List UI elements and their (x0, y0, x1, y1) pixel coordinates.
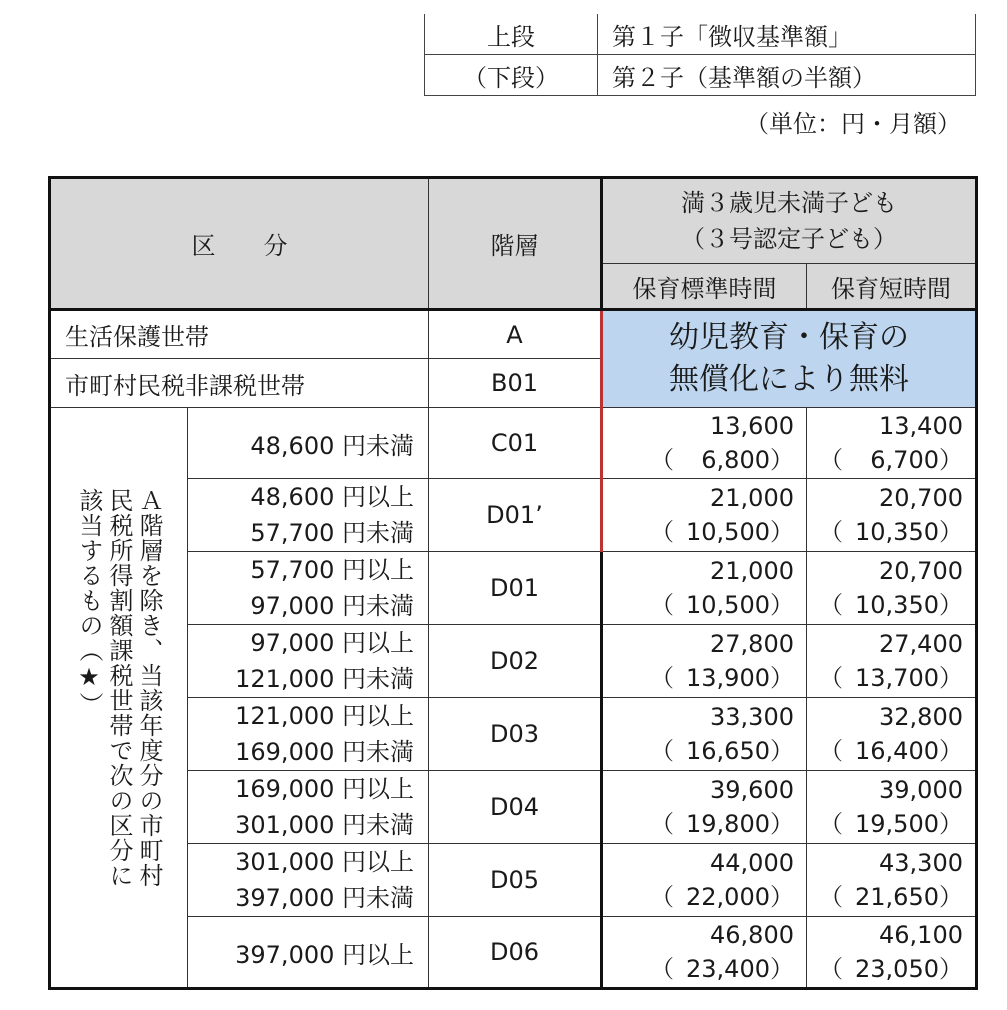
short-fee-half: （ 23,050） (819, 955, 963, 983)
row-range (188, 698, 429, 771)
short-fee-half: （ 10,350） (819, 518, 963, 546)
standard-fee: 27,800 (710, 630, 794, 658)
table-row (50, 310, 977, 359)
short-fee-half: （ 6,700） (819, 446, 963, 474)
row-range-line1: 301,000 円以上 (235, 848, 414, 876)
short-fee: 13,400 (879, 412, 963, 440)
standard-fee: 21,000 (710, 557, 794, 585)
standard-fee-cell (602, 408, 807, 479)
short-fee: 20,700 (879, 484, 963, 512)
short-fee-cell (807, 408, 977, 479)
table-row (50, 844, 977, 917)
row-tier: D02 (429, 625, 602, 698)
short-fee-half: （ 16,400） (819, 737, 963, 765)
row-range-line1: 97,000 円以上 (250, 629, 414, 657)
header-short-time: 保育短時間 (807, 264, 977, 310)
row-tier: D05 (429, 844, 602, 917)
table-row (50, 771, 977, 844)
standard-fee: 21,000 (710, 484, 794, 512)
row-range-line1: 397,000 円以上 (235, 940, 414, 969)
header-age-group (602, 178, 977, 264)
legend-lower-key: （下段） (425, 55, 598, 96)
standard-fee-half: （ 13,900） (650, 664, 794, 692)
row-range-line1: 121,000 円以上 (235, 702, 414, 730)
row-range (188, 844, 429, 917)
header-standard-time: 保育標準時間 (602, 264, 807, 310)
row-range-line2: 97,000 円未満 (250, 592, 414, 620)
fee-table (48, 176, 978, 990)
standard-fee: 44,000 (710, 849, 794, 877)
short-fee: 20,700 (879, 557, 963, 585)
short-fee-cell (807, 771, 977, 844)
header-tier: 階層 (429, 178, 602, 310)
short-fee: 39,000 (879, 776, 963, 804)
table-row (50, 625, 977, 698)
standard-fee-half: （ 16,650） (650, 737, 794, 765)
standard-fee-cell (602, 917, 807, 989)
row-tier: D04 (429, 771, 602, 844)
free-note-line1: 幼児教育・保育の (669, 320, 909, 355)
legend-lower-value: 第２子（基準額の半額） (598, 55, 976, 96)
row-tier: D01’ (429, 479, 602, 552)
standard-fee-cell (602, 479, 807, 552)
standard-fee-half: （ 10,500） (650, 518, 794, 546)
standard-fee: 13,600 (710, 412, 794, 440)
standard-fee-cell (602, 625, 807, 698)
standard-fee-cell (602, 552, 807, 625)
standard-fee-half: （ 10,500） (650, 591, 794, 619)
unit-note: （単位：円・月額） (745, 110, 961, 138)
standard-fee-cell (602, 771, 807, 844)
row-category: 生活保護世帯 (50, 310, 429, 359)
short-fee: 32,800 (879, 703, 963, 731)
row-tier: D01 (429, 552, 602, 625)
row-range-line2: 57,700 円未満 (250, 519, 414, 547)
header-age-group-line1: 満３歳児未満子ども (681, 189, 897, 217)
short-fee-cell (807, 698, 977, 771)
free-note (602, 310, 977, 408)
short-fee-cell (807, 917, 977, 989)
row-tier: B01 (429, 359, 602, 408)
legend-upper-value: 第１子「徴収基準額」 (598, 14, 976, 55)
short-fee-cell (807, 479, 977, 552)
row-tier: D03 (429, 698, 602, 771)
row-category: 市町村民税非課税世帯 (50, 359, 429, 408)
standard-fee-half: （ 22,000） (650, 883, 794, 911)
short-fee: 46,100 (879, 921, 963, 949)
table-row (50, 479, 977, 552)
short-fee-cell (807, 552, 977, 625)
table-row (50, 408, 977, 479)
row-range-line2: 121,000 円未満 (235, 665, 414, 693)
legend-upper-key: 上段 (425, 14, 598, 55)
row-tier: D06 (429, 917, 602, 989)
side-label: Ａ階層を除き、当該年度分の市町村民税所得割額課税世帯で次の区分に該当するもの（★） (75, 487, 163, 888)
short-fee-half: （ 10,350） (819, 591, 963, 619)
short-fee-cell (807, 625, 977, 698)
standard-fee-half: （ 6,800） (650, 446, 794, 474)
row-range (188, 917, 429, 989)
table-row (50, 552, 977, 625)
standard-fee: 33,300 (710, 703, 794, 731)
row-range (188, 479, 429, 552)
side-label-cell (50, 408, 188, 989)
row-tier: C01 (429, 408, 602, 479)
header-category: 区 分 (50, 178, 429, 310)
row-range-line1: 169,000 円以上 (235, 775, 414, 803)
short-fee: 43,300 (879, 849, 963, 877)
row-tier: A (429, 310, 602, 359)
row-range (188, 408, 429, 479)
row-range-line1: 48,600 円未満 (250, 431, 414, 460)
short-fee-cell (807, 844, 977, 917)
legend-table (424, 14, 976, 96)
short-fee-half: （ 21,650） (819, 883, 963, 911)
row-range-line2: 301,000 円未満 (235, 811, 414, 839)
free-note-line2: 無償化により無料 (669, 362, 909, 397)
standard-fee: 39,600 (710, 776, 794, 804)
standard-fee-half: （ 23,400） (650, 955, 794, 983)
short-fee: 27,400 (879, 630, 963, 658)
standard-fee-cell (602, 698, 807, 771)
table-row (50, 698, 977, 771)
standard-fee: 46,800 (710, 921, 794, 949)
short-fee-half: （ 19,500） (819, 810, 963, 838)
row-range (188, 771, 429, 844)
table-row (50, 917, 977, 989)
row-range-line2: 397,000 円未満 (235, 884, 414, 912)
row-range (188, 625, 429, 698)
row-range (188, 552, 429, 625)
row-range-line2: 169,000 円未満 (235, 738, 414, 766)
row-range-line1: 48,600 円以上 (250, 483, 414, 511)
standard-fee-cell (602, 844, 807, 917)
row-range-line1: 57,700 円以上 (250, 556, 414, 584)
standard-fee-half: （ 19,800） (650, 810, 794, 838)
header-age-group-line2: （３号認定子ども） (681, 225, 897, 253)
short-fee-half: （ 13,700） (819, 664, 963, 692)
